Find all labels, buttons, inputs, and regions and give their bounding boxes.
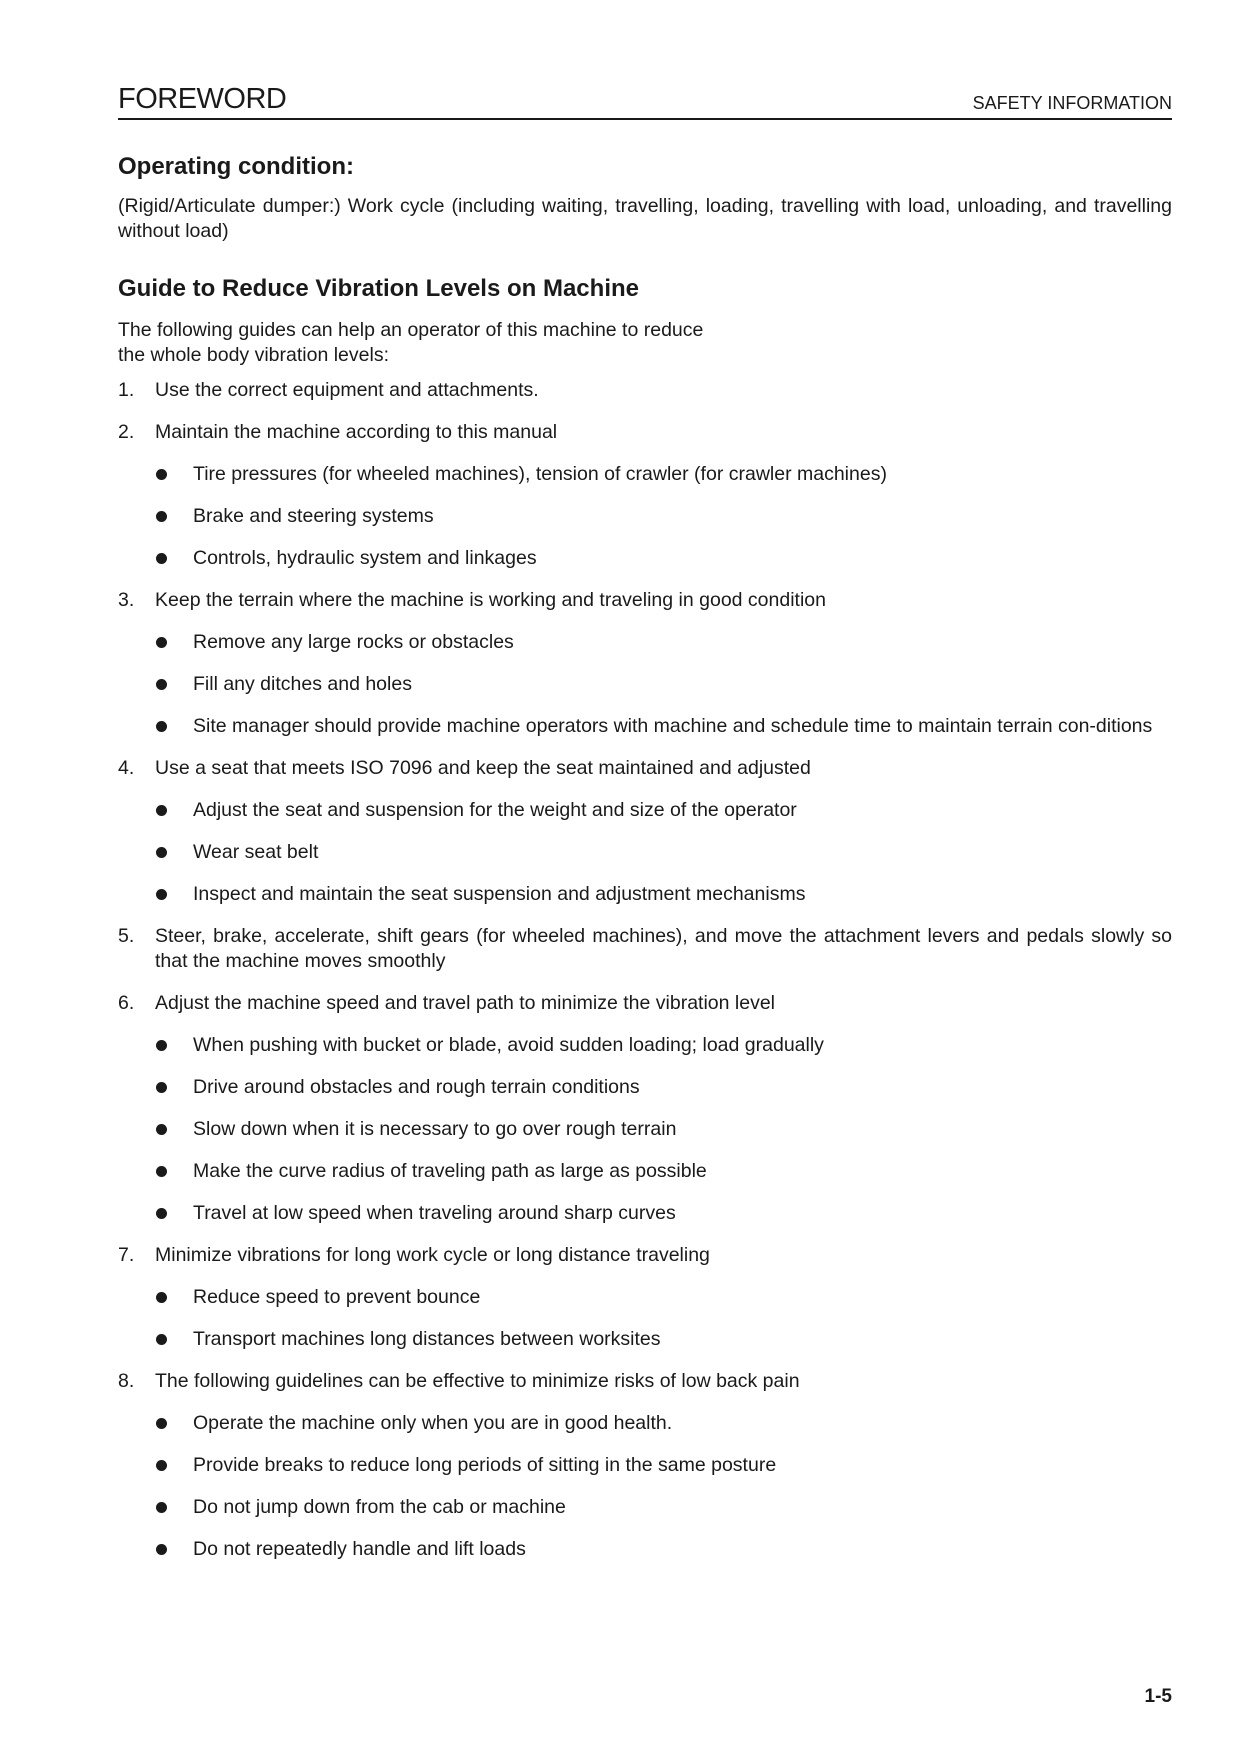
bullet-text: Travel at low speed when traveling around sharp curves — [193, 1202, 676, 1224]
bullet-dot-icon — [156, 889, 167, 900]
bullet-text: Do not jump down from the cab or machine — [193, 1496, 566, 1518]
vibration-guide-intro: The following guides can help an operator of this machine to reduce the whole body vibration levels: — [118, 319, 704, 366]
step-text: The following guidelines can be effective to minimize risks of low back pain — [155, 1370, 800, 1392]
bullet-item — [155, 1495, 1172, 1520]
bullet-item — [155, 714, 1172, 739]
vibration-guide-section — [118, 274, 1172, 1562]
bullet-item — [155, 1537, 1172, 1562]
bullet-dot-icon — [156, 1124, 167, 1135]
bullet-dot-icon — [156, 1460, 167, 1471]
bullet-item — [155, 1033, 1172, 1058]
bullet-item — [155, 840, 1172, 865]
bullet-dot-icon — [156, 1418, 167, 1429]
step-text: Maintain the machine according to this manual — [155, 421, 558, 443]
step-text: Keep the terrain where the machine is working and traveling in good condition — [155, 589, 826, 611]
guide-step — [118, 420, 1172, 571]
bullet-dot-icon — [156, 721, 167, 732]
bullet-item — [155, 462, 1172, 487]
bullet-dot-icon — [156, 805, 167, 816]
bullet-text: Do not repeatedly handle and lift loads — [193, 1538, 526, 1560]
step-bullet-list — [155, 798, 1172, 907]
step-number: 2. — [118, 421, 135, 443]
bullet-dot-icon — [156, 637, 167, 648]
bullet-dot-icon — [156, 553, 167, 564]
step-number: 6. — [118, 992, 135, 1014]
bullet-dot-icon — [156, 847, 167, 858]
bullet-dot-icon — [156, 679, 167, 690]
bullet-text: Drive around obstacles and rough terrain conditions — [193, 1076, 640, 1098]
operating-condition-heading: Operating condition: — [118, 153, 354, 180]
step-number: 3. — [118, 589, 135, 611]
bullet-text: Make the curve radius of traveling path as large as possible — [193, 1160, 707, 1182]
step-number: 5. — [118, 925, 135, 947]
bullet-dot-icon — [156, 1334, 167, 1345]
bullet-text: Reduce speed to prevent bounce — [193, 1286, 481, 1308]
bullet-dot-icon — [156, 469, 167, 480]
bullet-item — [155, 630, 1172, 655]
bullet-item — [155, 1159, 1172, 1184]
bullet-item — [155, 1327, 1172, 1352]
guide-step — [118, 924, 1172, 974]
bullet-dot-icon — [156, 1502, 167, 1513]
bullet-text: Site manager should provide machine operators with machine and schedule time to maintain terrain con-ditions — [193, 715, 1153, 737]
step-bullet-list — [155, 1411, 1172, 1562]
bullet-item — [155, 1411, 1172, 1436]
bullet-text: Brake and steering systems — [193, 505, 434, 527]
step-text: Steer, brake, accelerate, shift gears (for wheeled machines), and move the attachment levers and pedals slowly so that the machine moves smoothly — [155, 925, 1172, 972]
bullet-text: Fill any ditches and holes — [193, 673, 412, 695]
step-text: Adjust the machine speed and travel path to minimize the vibration level — [155, 992, 776, 1014]
bullet-text: When pushing with bucket or blade, avoid sudden loading; load gradually — [193, 1034, 824, 1056]
guide-step — [118, 1243, 1172, 1352]
bullet-item — [155, 1453, 1172, 1478]
guide-steps-list — [118, 378, 1172, 1562]
bullet-item — [155, 882, 1172, 907]
page-header — [118, 80, 1172, 120]
step-text: Minimize vibrations for long work cycle or long distance traveling — [155, 1244, 710, 1266]
header-chapter-title: SAFETY INFORMATION — [972, 93, 1172, 113]
operating-condition-text: (Rigid/Articulate dumper:) Work cycle (including waiting, travelling, loading, travelling with load, unloading, and travelling without load) — [118, 195, 1172, 242]
bullet-dot-icon — [156, 1040, 167, 1051]
bullet-text: Operate the machine only when you are in good health. — [193, 1412, 673, 1434]
step-text: Use a seat that meets ISO 7096 and keep the seat maintained and adjusted — [155, 757, 811, 779]
bullet-text: Inspect and maintain the seat suspension and adjustment mechanisms — [193, 883, 806, 905]
bullet-item — [155, 546, 1172, 571]
step-text: Use the correct equipment and attachments. — [155, 379, 539, 401]
bullet-text: Tire pressures (for wheeled machines), tension of crawler (for crawler machines) — [193, 463, 887, 485]
guide-step — [118, 991, 1172, 1226]
bullet-text: Adjust the seat and suspension for the weight and size of the operator — [193, 799, 797, 821]
bullet-item — [155, 798, 1172, 823]
step-number: 1. — [118, 379, 135, 401]
step-bullet-list — [155, 630, 1172, 739]
guide-step — [118, 378, 1172, 403]
step-bullet-list — [155, 462, 1172, 571]
bullet-dot-icon — [156, 1208, 167, 1219]
bullet-dot-icon — [156, 1544, 167, 1555]
bullet-text: Remove any large rocks or obstacles — [193, 631, 514, 653]
bullet-item — [155, 1285, 1172, 1310]
bullet-text: Controls, hydraulic system and linkages — [193, 547, 537, 569]
step-bullet-list — [155, 1285, 1172, 1352]
bullet-text: Transport machines long distances between worksites — [193, 1328, 661, 1350]
guide-step — [118, 756, 1172, 907]
bullet-dot-icon — [156, 1082, 167, 1093]
step-number: 7. — [118, 1244, 135, 1266]
guide-step — [118, 588, 1172, 739]
bullet-item — [155, 1201, 1172, 1226]
page-number: 1-5 — [1144, 1686, 1172, 1707]
operating-condition-section — [118, 152, 1172, 244]
step-bullet-list — [155, 1033, 1172, 1226]
header-section-title: FOREWORD — [118, 83, 287, 115]
page-content — [118, 152, 1172, 1562]
bullet-dot-icon — [156, 1166, 167, 1177]
bullet-text: Slow down when it is necessary to go over rough terrain — [193, 1118, 677, 1140]
bullet-item — [155, 504, 1172, 529]
step-number: 4. — [118, 757, 135, 779]
bullet-text: Provide breaks to reduce long periods of sitting in the same posture — [193, 1454, 777, 1476]
bullet-item — [155, 1117, 1172, 1142]
bullet-dot-icon — [156, 511, 167, 522]
bullet-text: Wear seat belt — [193, 841, 319, 863]
guide-step — [118, 1369, 1172, 1562]
bullet-item — [155, 1075, 1172, 1100]
vibration-guide-heading: Guide to Reduce Vibration Levels on Machine — [118, 275, 639, 302]
step-number: 8. — [118, 1370, 135, 1392]
bullet-item — [155, 672, 1172, 697]
bullet-dot-icon — [156, 1292, 167, 1303]
